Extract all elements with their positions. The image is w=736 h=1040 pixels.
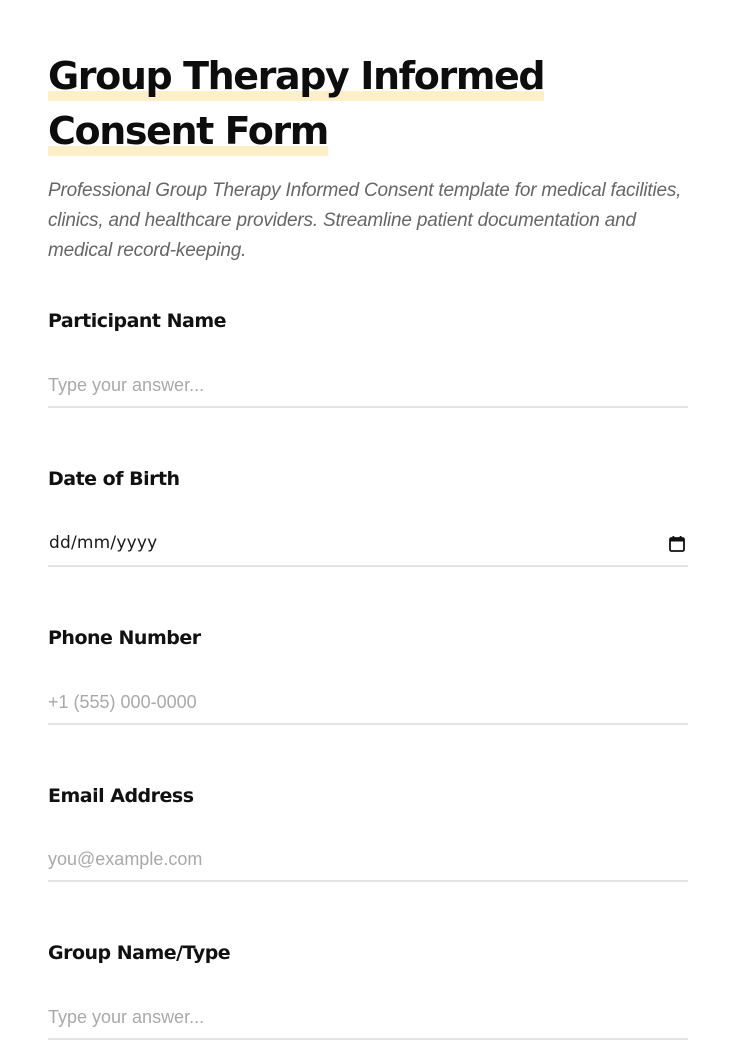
page-title-continued: Consent Form bbox=[48, 107, 328, 156]
email-address-label: Email Address bbox=[48, 785, 194, 807]
phone-number-input[interactable] bbox=[48, 681, 688, 725]
date-of-birth-value: dd/mm/yyyy bbox=[49, 533, 158, 553]
phone-number-label: Phone Number bbox=[48, 627, 201, 649]
group-name-type-label: Group Name/Type bbox=[48, 942, 231, 964]
participant-name-input[interactable] bbox=[48, 364, 688, 408]
form-fields bbox=[48, 0, 688, 1024]
page-title: Group Therapy Informed bbox=[48, 52, 544, 101]
date-of-birth-input[interactable] bbox=[48, 523, 688, 567]
date-of-birth-label: Date of Birth bbox=[48, 468, 180, 490]
group-name-type-input[interactable] bbox=[48, 996, 688, 1040]
participant-name-label: Participant Name bbox=[48, 310, 227, 332]
email-address-input[interactable] bbox=[48, 838, 688, 882]
calendar-icon[interactable] bbox=[668, 535, 686, 553]
form-description: Professional Group Therapy Informed Consent template for medical facilities, clinics, and healthcare providers. Streamline patient documentation and medical record-keeping. bbox=[48, 180, 682, 261]
